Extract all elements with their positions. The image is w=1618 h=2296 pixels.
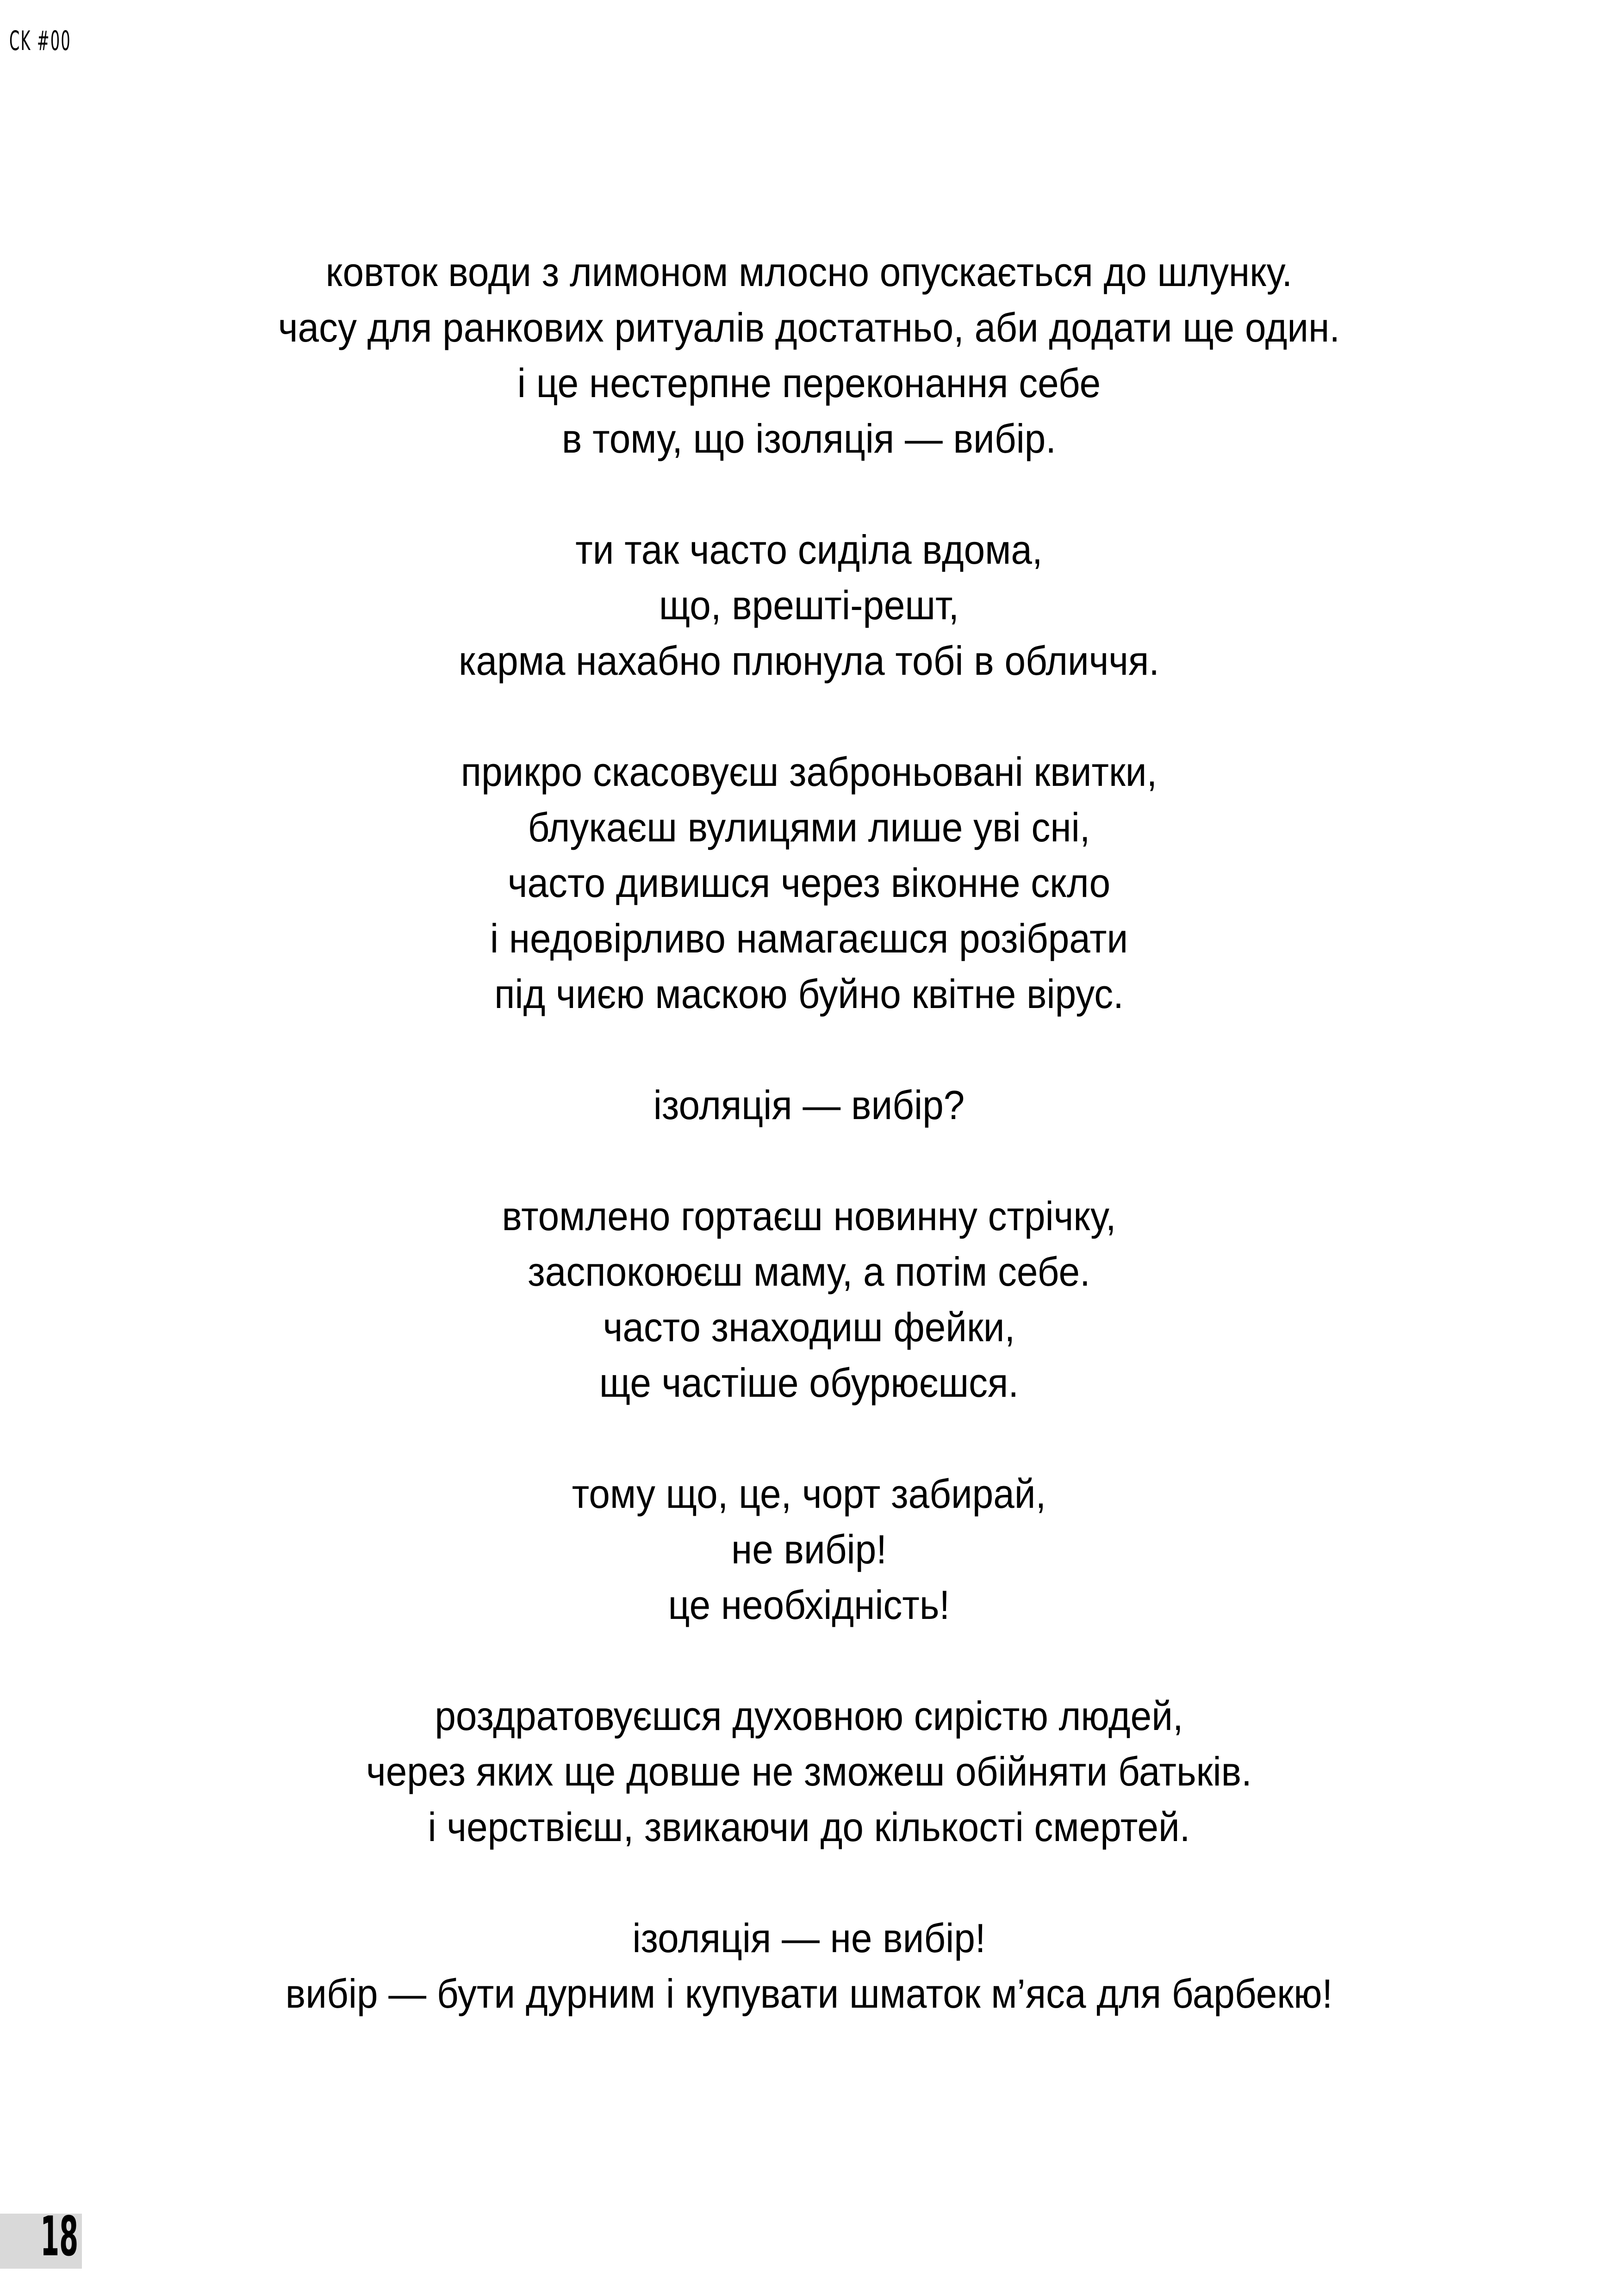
- poem-line: прикро скасовуєш заброньовані квитки,: [461, 749, 1157, 795]
- poem-line: в тому, що ізоляція — вибір.: [561, 416, 1057, 461]
- poem-line: вибір — бути дурним і купувати шматок м’яса для барбекю!: [285, 1971, 1333, 2016]
- stanza: [0, 1910, 1618, 2022]
- poem-line: часто дивишся через віконне скло: [507, 860, 1111, 906]
- stanza: [0, 522, 1618, 689]
- poem-line: карма нахабно плюнула тобі в обличчя.: [458, 638, 1160, 684]
- poem-line: тому що, це, чорт забирай,: [572, 1471, 1046, 1517]
- stanza: [0, 1466, 1618, 1633]
- poem: [0, 244, 1618, 2077]
- poem-line: ізоляція — не вибір!: [632, 1915, 986, 1961]
- poem-line: не вибір!: [731, 1526, 887, 1572]
- poem-line: роздратовуєшся духовною сирістю людей,: [435, 1693, 1183, 1739]
- poem-line: ізоляція — вибір?: [653, 1082, 965, 1128]
- poem-line: ти так часто сиділа вдома,: [575, 527, 1043, 572]
- poem-line: часу для ранкових ритуалів достатньо, аби додати ще один.: [278, 305, 1340, 350]
- page-number-box: [0, 2204, 82, 2269]
- stanza: [0, 1077, 1618, 1133]
- poem-line: і це нестерпне переконання себе: [517, 360, 1101, 406]
- poem-line: і недовірливо намагаєшся розібрати: [490, 915, 1128, 961]
- stanza: [0, 244, 1618, 467]
- poem-line: що, врешті-решт,: [659, 582, 959, 628]
- poem-line: через яких ще довше не зможеш обійняти батьків.: [366, 1748, 1252, 1794]
- poem-line: заспокоюєш маму, а потім себе.: [528, 1249, 1090, 1294]
- stanza: [0, 744, 1618, 1022]
- poem-line: це необхідність!: [668, 1582, 950, 1628]
- poem-line: ковток води з лимоном млосно опускається до шлунку.: [325, 249, 1293, 295]
- magazine-issue-label: CK #00: [9, 25, 71, 56]
- stanza: [0, 1188, 1618, 1411]
- poem-line: під чиєю маскою буйно квітне вірус.: [494, 971, 1124, 1017]
- stanza: [0, 1688, 1618, 1855]
- poem-line: втомлено гортаєш новинну стрічку,: [502, 1193, 1116, 1239]
- poem-line: блукаєш вулицями лише уві сні,: [528, 804, 1090, 850]
- poem-line: часто знаходиш фейки,: [603, 1304, 1015, 1350]
- poem-line: і черствієш, звикаючи до кількості смертей.: [428, 1804, 1190, 1850]
- poem-line: ще частіше обурюєшся.: [599, 1360, 1019, 1406]
- page-number: 18: [40, 2204, 78, 2268]
